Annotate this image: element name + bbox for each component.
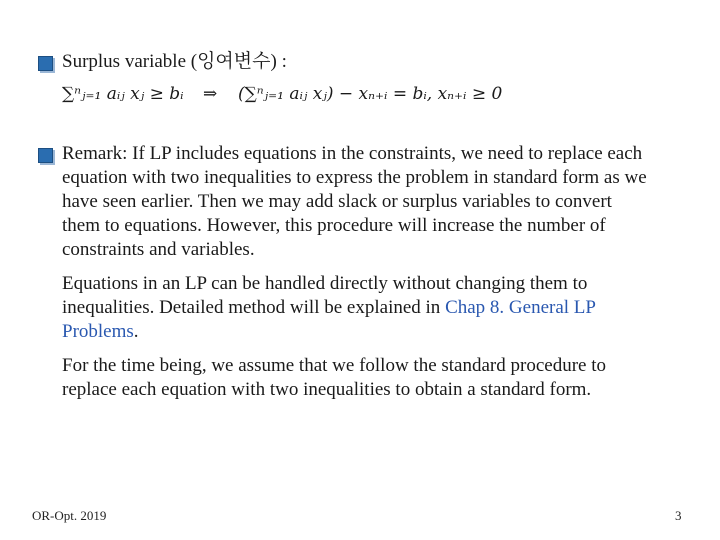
surplus-formula-left: ∑ⁿⱼ₌₁ aᵢⱼ xⱼ ≥ bᵢ [62, 84, 184, 104]
surplus-heading: Surplus variable (잉여변수) : [62, 51, 287, 72]
remark-line-5: constraints and variables. [62, 239, 255, 260]
square-bullet-icon [38, 148, 53, 163]
chapter-link-continued[interactable]: Problems [62, 321, 134, 342]
remark-line-1: Remark: If LP includes equations in the constraints, we need to replace each [62, 143, 643, 164]
remark-line-3: have seen earlier. Then we may add slack or surplus variables to convert [62, 191, 612, 212]
equations-line-2-text: inequalities. Detailed method will be explained in [62, 297, 446, 318]
remark-line-4: them to equations. However, this procedure will increase the number of [62, 215, 606, 236]
implies-symbol: ⇒ [203, 84, 218, 104]
time-line-1: For the time being, we assume that we follow the standard procedure to [62, 355, 606, 376]
chapter-link[interactable]: Chap 8. General LP [445, 297, 596, 318]
time-line-2: replace each equation with two inequalities to obtain a standard form. [62, 379, 592, 400]
equations-line-1: Equations in an LP can be handled directly without changing them to [62, 273, 588, 294]
equations-line-2 [62, 296, 596, 320]
page-number: 3 [675, 508, 682, 523]
remark-line-2: equation with two inequalities to express the problem in standard form as we [62, 167, 647, 188]
equations-line-3-period: . [133, 321, 139, 342]
equations-line-3 [62, 320, 139, 344]
square-bullet-icon [38, 56, 53, 71]
footer-course-label: OR-Opt. 2019 [32, 508, 107, 523]
surplus-formula-right: (∑ⁿⱼ₌₁ aᵢⱼ xⱼ) − xₙ₊ᵢ = bᵢ, xₙ₊ᵢ ≥ 0 [238, 84, 503, 104]
